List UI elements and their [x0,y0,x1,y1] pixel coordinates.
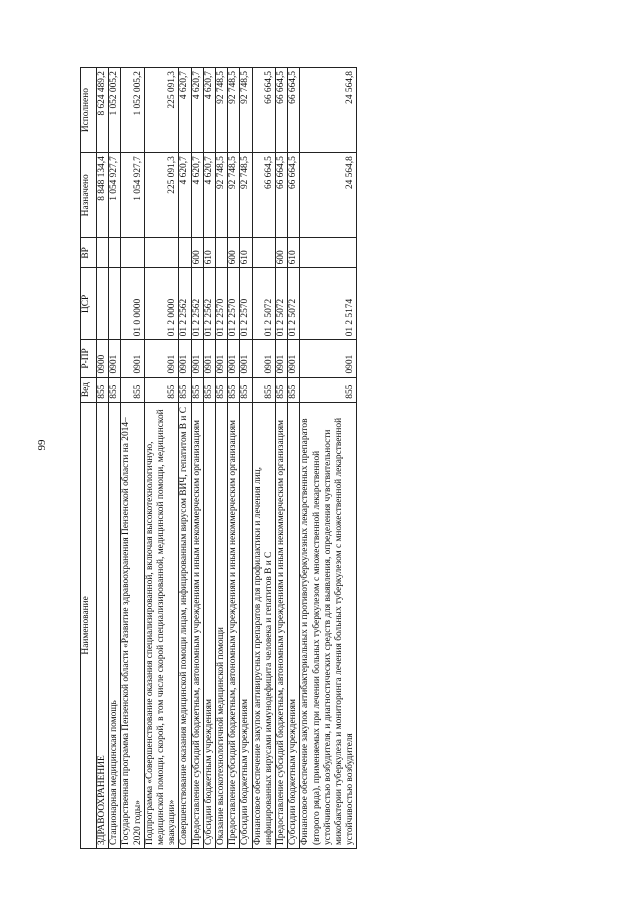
column-header-rpr: Р-ПР [81,340,97,377]
row-csr: 01 2 5072 [288,268,300,340]
rotated-page-content [80,67,549,849]
column-header-executed: Исполнено [81,68,97,153]
row-name: Стационарная медицинская помощь [109,402,121,848]
row-vr [97,238,109,268]
row-name: Предоставление субсидий бюджетным, автономным учреждениям и иным некоммерческим организациям [191,402,203,848]
row-rpr: 0901 [179,340,191,377]
row-vr [179,238,191,268]
row-name: Совершенствование оказания медицинской помощи лицам, инфицированным вирусом ВИЧ, гепатитом В и С [179,402,191,848]
row-name: Предоставление субсидий бюджетным, автономным учреждениям и иным некоммерческим организациям [276,402,288,848]
table-row [179,68,191,849]
row-executed: 66 664,5 [276,68,288,153]
row-assigned: 4 620,7 [191,153,203,238]
row-name: Субсидии бюджетным учреждениям [240,402,252,848]
table-row [288,68,300,849]
row-csr: 01 2 0000 [144,268,179,340]
table-row [144,68,179,849]
row-ved: 855 [109,377,121,402]
row-ved: 855 [97,377,109,402]
row-assigned: 92 748,5 [240,153,252,238]
row-vr [109,238,121,268]
row-vr: 600 [191,238,203,268]
row-csr: 01 2 2562 [191,268,203,340]
row-csr: 01 2 2570 [240,268,252,340]
row-vr [216,238,228,268]
row-name: Финансовое обеспечение закупок антибактериальных и противотуберкулезных лекарственных препаратов (второго ряда), применяемых при лечении больных туберкулезом с множественной лекарственной устойчивостью возбудителя, и диагностических средств для выявления, определения чувствительности микобактерии туберкулеза и мониторинга лечения больных туберкулезом с множественной лекарственной устойчивостью возбудителя [300,402,357,848]
row-assigned: 92 748,5 [216,153,228,238]
row-assigned: 66 664,5 [288,153,300,238]
table-row [121,68,144,849]
row-vr [252,238,275,268]
table-row [109,68,121,849]
table-row [240,68,252,849]
row-executed: 66 664,5 [288,68,300,153]
row-ved: 855 [121,377,144,402]
row-rpr: 0901 [203,340,215,377]
row-vr [144,238,179,268]
table-row [228,68,240,849]
row-rpr: 0901 [240,340,252,377]
row-rpr: 0901 [144,340,179,377]
row-executed: 1 052 005,2 [121,68,144,153]
row-rpr: 0901 [121,340,144,377]
row-ved: 855 [191,377,203,402]
row-assigned: 4 620,7 [203,153,215,238]
row-vr: 600 [276,238,288,268]
row-rpr: 0900 [97,340,109,377]
row-csr: 01 2 5072 [252,268,275,340]
row-executed: 66 664,5 [252,68,275,153]
row-rpr: 0901 [276,340,288,377]
row-executed: 24 564,8 [300,68,357,153]
table-row [300,68,357,849]
row-name: Оказание высокотехнологичной медицинской помощи [216,402,228,848]
row-rpr: 0901 [228,340,240,377]
row-ved: 855 [276,377,288,402]
row-csr: 01 0 0000 [121,268,144,340]
column-header-assigned: Назначено [81,153,97,238]
row-executed: 92 748,5 [240,68,252,153]
row-executed: 225 091,3 [144,68,179,153]
row-executed: 4 620,7 [191,68,203,153]
row-name: ЗДРАВООХРАНЕНИЕ [97,402,109,848]
column-header-csr: ЦСР [81,268,97,340]
budget-table [80,67,357,849]
row-csr: 01 2 2570 [216,268,228,340]
row-executed: 92 748,5 [216,68,228,153]
row-name: Финансовое обеспечение закупок антивирусных препаратов для профилактики и лечения лиц, инфицированных вирусами иммунодефицита человека и гепатитов В и С [252,402,275,848]
row-csr: 01 2 2570 [228,268,240,340]
row-rpr: 0901 [109,340,121,377]
row-assigned: 225 091,3 [144,153,179,238]
row-vr [300,238,357,268]
column-header-ved: Вед [81,377,97,402]
page-number: 99 [36,439,48,451]
table-row [216,68,228,849]
row-ved: 855 [216,377,228,402]
table-header-row [81,68,97,849]
row-vr: 610 [240,238,252,268]
row-csr: 01 2 2562 [179,268,191,340]
row-rpr: 0901 [216,340,228,377]
row-executed: 4 620,7 [203,68,215,153]
row-vr: 600 [228,238,240,268]
row-assigned: 24 564,8 [300,153,357,238]
table-row [203,68,215,849]
row-executed: 4 620,7 [179,68,191,153]
column-header-vr: ВР [81,238,97,268]
budget-table-container [80,67,549,849]
row-rpr: 0901 [252,340,275,377]
row-assigned: 4 620,7 [179,153,191,238]
row-ved: 855 [203,377,215,402]
row-csr: 01 2 5174 [300,268,357,340]
row-ved: 855 [288,377,300,402]
table-row [97,68,109,849]
row-assigned: 8 848 134,4 [97,153,109,238]
row-csr: 01 2 2562 [203,268,215,340]
table-body [97,68,357,849]
row-ved: 855 [144,377,179,402]
table-row [191,68,203,849]
row-name: Подпрограмма «Совершенствование оказания специализированной, включая высокотехнологичную, медицинской помощи, скорой, в том числе скорой специализированной, медицинской помощи, медицинской эвакуации» [144,402,179,848]
row-executed: 8 624 489,2 [97,68,109,153]
row-ved: 855 [179,377,191,402]
row-name: Субсидии бюджетным учреждениям [288,402,300,848]
row-assigned: 66 664,5 [252,153,275,238]
row-executed: 1 052 005,2 [109,68,121,153]
row-csr [109,268,121,340]
row-name: Предоставление субсидий бюджетным, автономным учреждениям и иным некоммерческим организациям [228,402,240,848]
row-rpr: 0901 [191,340,203,377]
row-assigned: 1 054 927,7 [121,153,144,238]
row-assigned: 66 664,5 [276,153,288,238]
row-vr: 610 [203,238,215,268]
row-assigned: 92 748,5 [228,153,240,238]
row-ved: 855 [252,377,275,402]
row-name: Государственная программа Пензенской области «Развитие здравоохранения Пензенской области на 2014–2020 годы» [121,402,144,848]
row-csr [97,268,109,340]
row-ved: 855 [228,377,240,402]
row-rpr: 0901 [288,340,300,377]
row-vr [121,238,144,268]
row-ved: 855 [240,377,252,402]
column-header-name: Наименование [81,402,97,848]
table-row [252,68,275,849]
row-vr: 610 [288,238,300,268]
row-name: Субсидии бюджетным учреждениям [203,402,215,848]
row-rpr: 0901 [300,340,357,377]
table-row [276,68,288,849]
row-csr: 01 2 5072 [276,268,288,340]
row-executed: 92 748,5 [228,68,240,153]
row-ved: 855 [300,377,357,402]
row-assigned: 1 054 927,7 [109,153,121,238]
